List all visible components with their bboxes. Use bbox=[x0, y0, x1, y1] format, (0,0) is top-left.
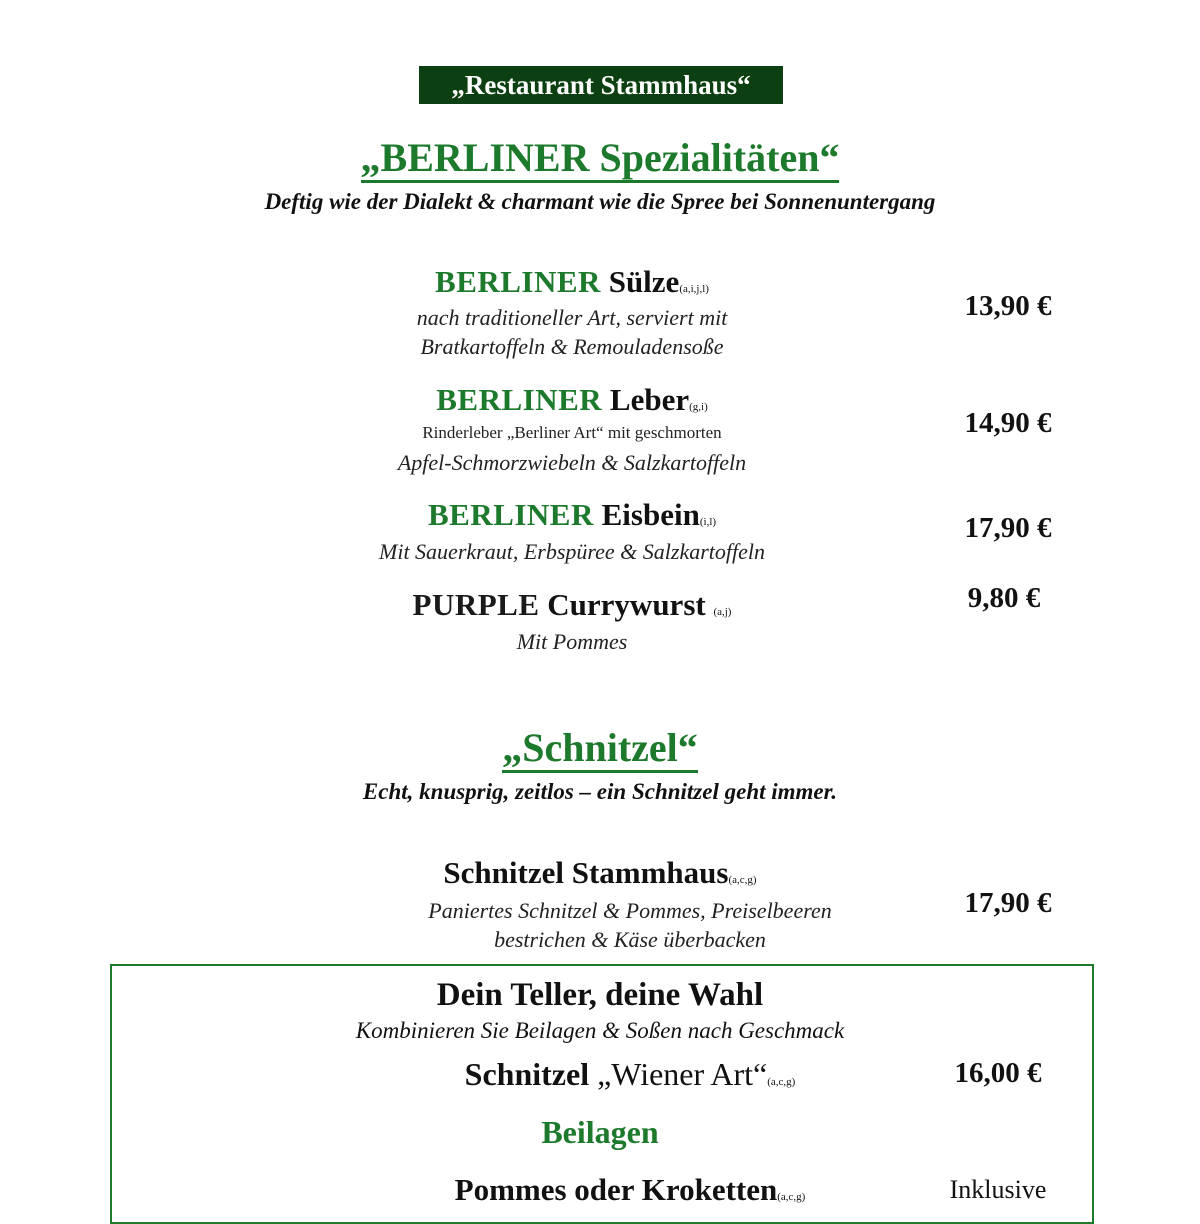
allergen-codes: (i,l) bbox=[699, 516, 717, 528]
menu-item-price: 13,90 € bbox=[964, 290, 1052, 322]
allergen-codes: (a,i,j,l) bbox=[679, 283, 709, 295]
choice-box-subtitle: Kombinieren Sie Beilagen & Soßen nach Geschmack bbox=[355, 1018, 845, 1043]
dish-name: Eisbein bbox=[593, 497, 700, 532]
dish-name-bold: Schnitzel bbox=[464, 1056, 598, 1092]
allergen-codes: (a,c,g) bbox=[767, 1076, 796, 1088]
side-item-name bbox=[230, 1172, 1030, 1215]
dish-name: Leber bbox=[602, 382, 690, 417]
allergen-codes: (a,c,g) bbox=[728, 874, 757, 886]
menu-item-description-line: Rinderleber „Berliner Art“ mit geschmorten bbox=[422, 423, 722, 442]
menu-item-name bbox=[172, 587, 972, 630]
menu-item-name bbox=[172, 497, 972, 540]
dish-name: Currywurst bbox=[539, 587, 714, 622]
brand-label: BERLINER bbox=[427, 497, 594, 532]
dish-name-normal: „Wiener Art“ bbox=[597, 1056, 768, 1092]
section-tagline-schnitzel: Echt, knusprig, zeitlos – ein Schnitzel geht immer. bbox=[362, 779, 838, 804]
menu-item-description-line: Apfel-Schmorzwiebeln & Salzkartoffeln bbox=[397, 450, 747, 475]
section-title-schnitzel bbox=[0, 724, 1200, 772]
menu-item-price: 17,90 € bbox=[964, 512, 1052, 544]
restaurant-name-banner: „Restaurant Stammhaus“ bbox=[419, 66, 783, 104]
menu-item-description-line: nach traditioneller Art, serviert mit bbox=[416, 305, 728, 330]
menu-item-price: 9,80 € bbox=[967, 582, 1041, 614]
choice-box-title: Dein Teller, deine Wahl bbox=[436, 977, 764, 1013]
dish-name: Sülze bbox=[600, 264, 680, 299]
section-title-berliner bbox=[0, 134, 1200, 182]
menu-item-name bbox=[200, 855, 1000, 898]
brand-label: BERLINER bbox=[435, 264, 601, 299]
side-item-price: Inklusive bbox=[949, 1175, 1047, 1204]
menu-item-name bbox=[172, 264, 972, 307]
menu-item-description-line: Mit Pommes bbox=[516, 629, 628, 654]
menu-item-description-line: Paniertes Schnitzel & Pommes, Preiselbeeren bbox=[428, 898, 832, 923]
menu-item-price: 14,90 € bbox=[964, 407, 1052, 439]
brand-label: BERLINER bbox=[436, 382, 603, 417]
menu-item-description-line: Mit Sauerkraut, Erbspüree & Salzkartoffeln bbox=[379, 539, 765, 564]
menu-item-description-line: bestrichen & Käse überbacken bbox=[494, 927, 766, 952]
section-tagline-berliner: Deftig wie der Dialekt & charmant wie die Spree bei Sonnenuntergang bbox=[264, 189, 936, 214]
choice-item-price: 16,00 € bbox=[954, 1057, 1042, 1089]
choice-item-name bbox=[230, 1056, 1030, 1100]
section-title-berliner-text: „BERLINER Spezialitäten“ bbox=[361, 135, 840, 183]
brand-label: PURPLE bbox=[412, 587, 540, 622]
menu-item-price: 17,90 € bbox=[964, 887, 1052, 919]
section-title-schnitzel-text: „Schnitzel“ bbox=[502, 725, 698, 773]
allergen-codes: (a,c,g) bbox=[777, 1191, 806, 1203]
dish-name: Schnitzel Stammhaus bbox=[443, 855, 729, 890]
side-name: Pommes oder Kroketten bbox=[454, 1172, 778, 1207]
allergen-codes: (g,i) bbox=[689, 401, 708, 413]
allergen-codes: (a,j) bbox=[713, 606, 732, 618]
beilagen-heading: Beilagen bbox=[541, 1114, 659, 1150]
menu-item-description-line: Bratkartoffeln & Remouladensoße bbox=[420, 334, 724, 359]
